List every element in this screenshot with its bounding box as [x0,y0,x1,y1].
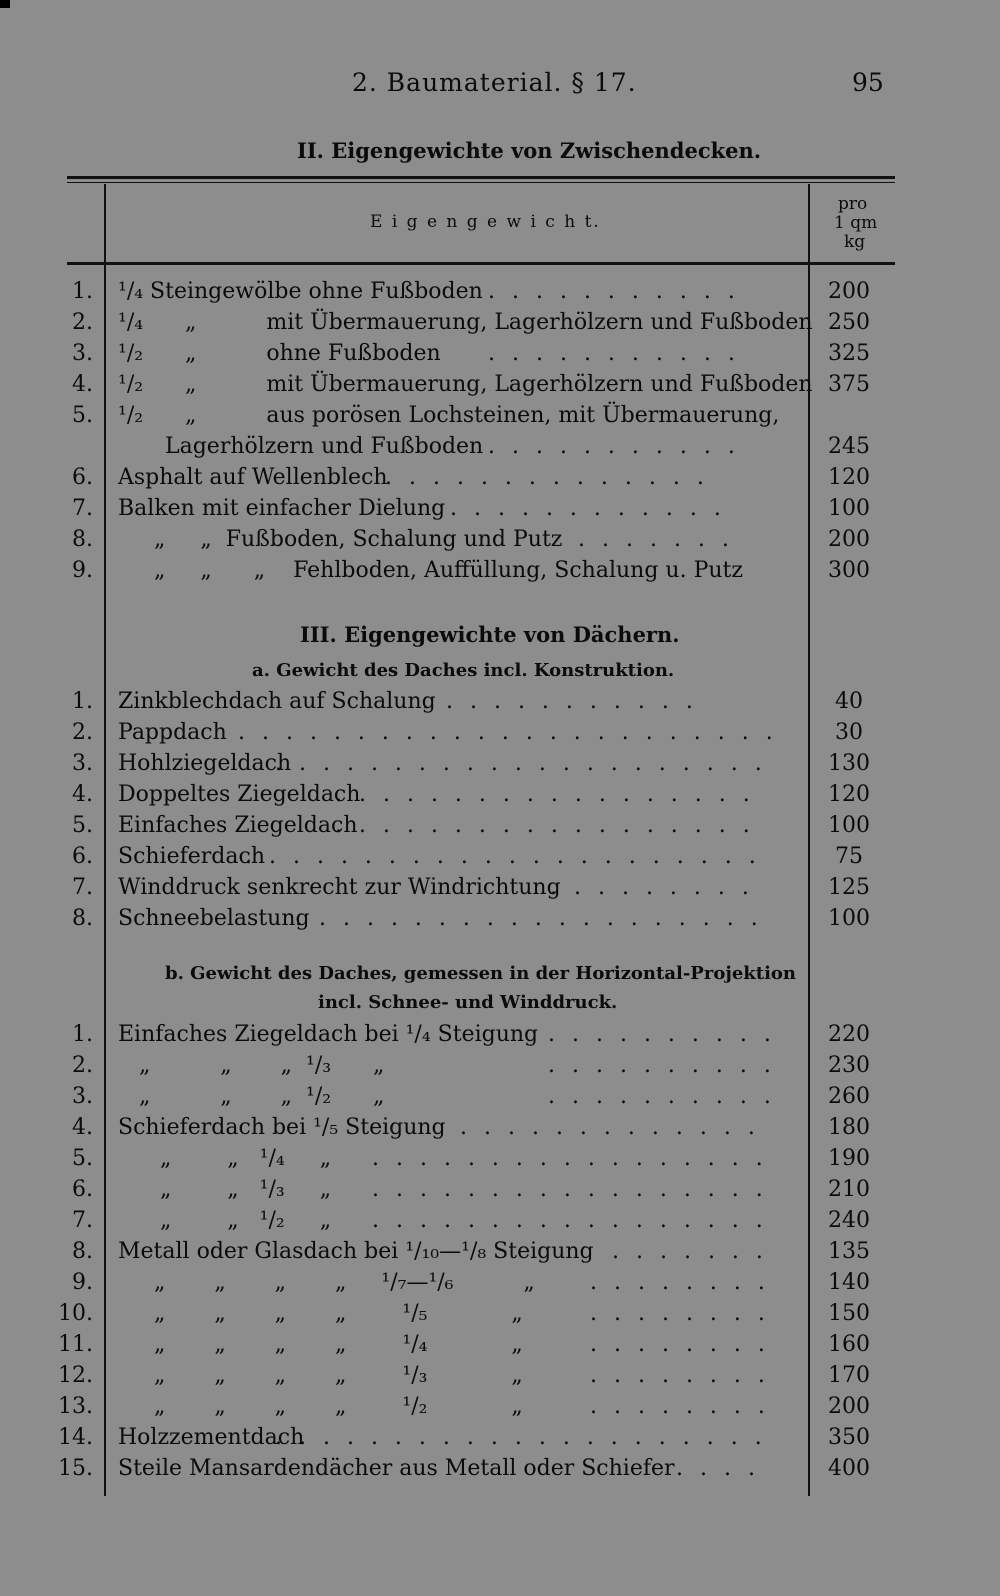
section-2-title: II. Eigengewichte von Zwischendecken. [297,138,762,163]
table-row [0,372,1000,404]
column-header-description: E i g e n g e w i c h t. [370,212,601,232]
table-row [0,1301,1000,1333]
row-leader-dots: . . . . . . . . . . [548,1022,776,1047]
row-description: Steile Mansardendächer aus Metall oder Schiefer [118,1456,675,1481]
row-description: Schneebelastung [118,906,310,931]
section-3b-title-line1: b. Gewicht des Daches, gemessen in der Horizontal-Projektion [165,963,797,984]
row-number: 2. [72,1053,93,1078]
table-row [0,844,1000,876]
table-row [0,279,1000,311]
row-number: 1. [72,1022,93,1047]
row-value: 220 [828,1022,870,1047]
row-leader-dots: . . . . . . . . . . . [488,434,740,459]
column-header-unit-qm: 1 qm [834,213,878,233]
row-description: ¹/₄ „ mit Übermauerung, Lagerhölzern und Fußboden [118,310,813,335]
row-number: 8. [72,1239,93,1264]
row-number: 10. [58,1301,93,1326]
row-leader-dots: . . . . . . . . . . [548,1053,776,1078]
row-description: Pappdach [118,720,227,745]
row-leader-dots: . . . . . . . [612,1239,768,1264]
row-number: 11. [58,1332,93,1357]
row-value: 210 [828,1177,870,1202]
section-3-title: III. Eigengewichte von Dächern. [300,622,680,647]
table-row [0,1394,1000,1426]
row-value: 350 [828,1425,870,1450]
row-description: „ „ „ „ ¹/₂ „ [140,1394,523,1419]
row-number: 2. [72,310,93,335]
row-leader-dots: . . . . . . . . . . . . . . . . . . . . . . [245,844,761,869]
row-number: 4. [72,372,93,397]
table-row [0,310,1000,342]
row-number: 3. [72,1084,93,1109]
row-description: Einfaches Ziegeldach bei ¹/₄ Steigung [118,1022,539,1047]
table-row [0,1425,1000,1457]
running-head [0,68,1000,104]
table-row [0,1456,1000,1488]
row-number: 4. [72,782,93,807]
table-row [0,813,1000,845]
row-number: 1. [72,689,93,714]
table-row [0,341,1000,373]
row-value: 325 [828,341,870,366]
row-value: 120 [828,465,870,490]
row-leader-dots: . . . . . . . . . [550,875,754,900]
scan-corner-mark [0,0,10,8]
row-description: „ „ „ „ ¹/₃ „ [140,1363,523,1388]
row-value: 150 [828,1301,870,1326]
row-description: „ „ ¹/₃ „ [118,1177,332,1202]
row-number: 6. [72,1177,93,1202]
row-value: 100 [828,906,870,931]
row-leader-dots: . . . . . . . . . . . [488,341,740,366]
row-leader-dots: . . . . . . . . . . . . . . . . . . . . . [275,751,767,776]
row-number: 2. [72,720,93,745]
row-number: 9. [72,558,93,583]
row-leader-dots: . . . . . . . . [590,1270,770,1295]
row-leader-dots: . . . . . . . . . . . . . . . . . . [335,813,755,838]
table-row [0,1115,1000,1147]
table-row [0,496,1000,528]
column-header-unit-kg: kg [844,232,866,252]
row-leader-dots: . . . . . . . . . . . . . . . . . . . . [295,906,763,931]
row-leader-dots: . . . . . . . . . . . . [450,496,726,521]
row-value: 120 [828,782,870,807]
row-value: 200 [828,279,870,304]
table-row [0,1332,1000,1364]
table-row [0,782,1000,814]
row-value: 160 [828,1332,870,1357]
row-value: 130 [828,751,870,776]
section-3a-title: a. Gewicht des Daches incl. Konstruktion. [252,660,675,681]
row-description: Hohlziegeldach [118,751,292,776]
table-row [0,1270,1000,1302]
row-leader-dots: . . . . . . . . . . . . . . . . . [372,1146,768,1171]
row-description: Holzzementdach [118,1425,305,1450]
column-header-unit-pro: pro [838,194,868,214]
row-number: 5. [72,403,93,428]
row-description: Asphalt auf Wellenblech [118,465,388,490]
table-row [0,1022,1000,1054]
row-description: Balken mit einfacher Dielung [118,496,446,521]
row-description: ¹/₂ „ mit Übermauerung, Lagerhölzern und Fußboden [118,372,813,397]
row-leader-dots: . . . . . . . . [590,1394,770,1419]
row-number: 3. [72,751,93,776]
row-value: 400 [828,1456,870,1481]
row-value: 260 [828,1084,870,1109]
row-leader-dots: . . . . . . . . . . . . . . . . . . [335,782,755,807]
row-leader-dots: . . . . . . . . [590,1301,770,1326]
row-description: „ „ „ Fehlboden, Auffüllung, Schalung u. Putz [140,558,743,583]
table-row [0,906,1000,938]
row-number: 9. [72,1270,93,1295]
row-description: „ „ „ „ ¹/₄ „ [140,1332,523,1357]
row-description: Schieferdach bei ¹/₅ Steigung [118,1115,446,1140]
row-description: „ „ „ ¹/₂ „ [118,1084,385,1109]
row-value: 190 [828,1146,870,1171]
row-leader-dots: . . . . . . . . . . . [488,279,740,304]
table-row [0,1053,1000,1085]
row-description: „ „ Fußboden, Schalung und Putz [140,527,563,552]
row-description: Schieferdach [118,844,265,869]
running-head-title: 2. Baumaterial. § 17. [352,68,637,97]
section-3b-title-line2: incl. Schnee- und Winddruck. [318,992,618,1013]
table-row [0,403,1000,435]
row-description: Doppeltes Ziegeldach [118,782,361,807]
row-number: 15. [58,1456,93,1481]
row-number: 7. [72,496,93,521]
row-value: 180 [828,1115,870,1140]
row-number: 6. [72,465,93,490]
row-description: Zinkblechdach auf Schalung [118,689,436,714]
table-top-rule [67,176,895,179]
row-leader-dots: . . . . . . . . . . . . . . . . . . . . . [275,1425,767,1450]
table-row [0,1363,1000,1395]
table-row [0,558,1000,590]
table-row [0,1084,1000,1116]
table-row [0,434,1000,466]
row-number: 1. [72,279,93,304]
row-number: 6. [72,844,93,869]
row-value: 100 [828,496,870,521]
row-number: 8. [72,906,93,931]
row-description: „ „ „ „ ¹/₇—¹/₆ „ [140,1270,535,1295]
row-leader-dots: . . . . . . . . . . . . [422,689,698,714]
row-number: 14. [58,1425,93,1450]
row-leader-dots: . . . . . . . [578,527,734,552]
row-number: 12. [58,1363,93,1388]
table-row [0,689,1000,721]
row-description: „ „ ¹/₂ „ [118,1208,332,1233]
row-value: 40 [835,689,863,714]
row-value: 75 [835,844,863,869]
table-header-rule [67,262,895,265]
row-value: 140 [828,1270,870,1295]
table-row [0,465,1000,497]
row-leader-dots: . . . . . . . . . . . . . . [385,465,709,490]
row-value: 200 [828,1394,870,1419]
row-leader-dots: . . . . . . . . . . . . . . . . . [372,1208,768,1233]
row-description: „ „ ¹/₄ „ [118,1146,332,1171]
row-leader-dots: . . . . . . . . . . . . . . . . . . . . . . . [238,720,778,745]
row-description: „ „ „ „ ¹/₅ „ [140,1301,523,1326]
table-row [0,751,1000,783]
row-value: 100 [828,813,870,838]
row-description: Metall oder Glasdach bei ¹/₁₀—¹/₈ Steigung [118,1239,594,1264]
row-description: ¹/₂ „ ohne Fußboden [118,341,441,366]
table-top-rule-thin [67,182,895,183]
row-number: 3. [72,341,93,366]
table-row [0,875,1000,907]
row-value: 240 [828,1208,870,1233]
row-leader-dots: . . . . . . . . . . . . . [460,1115,760,1140]
row-value: 125 [828,875,870,900]
row-description: „ „ „ ¹/₃ „ [118,1053,385,1078]
row-value: 245 [828,434,870,459]
table-row [0,1239,1000,1271]
row-value: 30 [835,720,863,745]
table-row [0,527,1000,559]
row-description: Lagerhölzern und Fußboden [165,434,484,459]
row-number: 8. [72,527,93,552]
table-row [0,1177,1000,1209]
row-number: 5. [72,1146,93,1171]
row-value: 135 [828,1239,870,1264]
row-description: Einfaches Ziegeldach [118,813,358,838]
row-value: 230 [828,1053,870,1078]
row-value: 250 [828,310,870,335]
row-description: ¹/₄ Steingewölbe ohne Fußboden [118,279,483,304]
row-value: 170 [828,1363,870,1388]
row-number: 7. [72,1208,93,1233]
row-number: 5. [72,813,93,838]
row-value: 300 [828,558,870,583]
table-row [0,1208,1000,1240]
row-leader-dots: . . . . . . . . . . [548,1084,776,1109]
page-number: 95 [852,68,884,97]
row-number: 4. [72,1115,93,1140]
table-row [0,1146,1000,1178]
row-description: ¹/₂ „ aus porösen Lochsteinen, mit Übermauerung, [118,403,780,428]
row-leader-dots: . . . . . . . . [590,1332,770,1357]
row-leader-dots: . . . . . . . . [590,1363,770,1388]
row-description: Winddruck senkrecht zur Windrichtung [118,875,561,900]
table-row [0,720,1000,752]
row-leader-dots: . . . . [676,1456,760,1481]
row-value: 200 [828,527,870,552]
row-leader-dots: . . . . . . . . . . . . . . . . . [372,1177,768,1202]
row-value: 375 [828,372,870,397]
row-number: 13. [58,1394,93,1419]
row-number: 7. [72,875,93,900]
